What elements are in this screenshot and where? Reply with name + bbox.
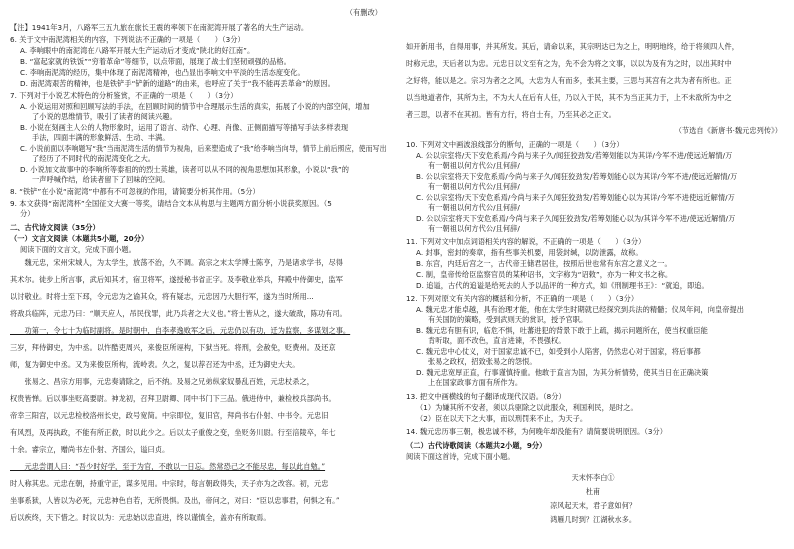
question-12-stem: 12. 下列对原文有关内容的概括和分析，不正确的一项是（ ）（3分） bbox=[406, 294, 639, 303]
passage-line: 将敌兵临阵，元忠乃曰：“顺天应人，吊民伐罪，此乃兵者之大义也。”将士皆从之，遂大破敌，陈功有司。 bbox=[10, 309, 347, 318]
q11-option-a: A. 封事，密封的奏章，指有些事关机要，用袋封缄，以防泄露，故称。 bbox=[416, 248, 643, 257]
passage-line: 坐事系狱，人皆以为必死，元忠神色自若，无所畏惧。及出，帝问之，对曰：“臣以忠事君，何惧之有。” bbox=[10, 496, 340, 505]
q10-option-b: B. 公以宗室将天下安危系焉/今尚与来子久/闻狂狡劲发/若筹划能心以为其详/今军不进/使远近解情/万 bbox=[416, 172, 738, 181]
question-9-cont: 分） bbox=[20, 209, 35, 218]
question-10-stem: 10. 下列对文中画波浪线部分的断句，正确的一项是（ ）（3分） bbox=[406, 140, 624, 149]
poem-instruction: 阅读下面这首诗，完成下面小题。 bbox=[406, 452, 515, 461]
question-7-stem: 7. 下列对于小说艺术特色的分析鉴赏，不正确的一项是（ ）（3分） bbox=[10, 91, 238, 100]
q12-option-b: B. 魏元忠有胆有识，临危不惧，吐蕃进犯的背景下敢于上疏，揭示问题所在，使当权重臣能 bbox=[416, 326, 708, 335]
passage-line: 魏元忠，宋州宋城人，为太学生，放荡不治，久不调。高宗之末太学博士陈亨，乃是诸求学书，尽得 bbox=[10, 258, 343, 267]
q11-option-c: C. 制，皇帝传给臣监察官员的某种诏书，文字称为“诏敕”，亦为一种文书之称。 bbox=[416, 270, 673, 279]
q10-option-c: C. 公以宗室将/天下安危系焉/今尚与来子久闻狂狡劲发/若筹划能心以为其详/今军不进使远近解情/万 bbox=[416, 193, 735, 202]
question-6-stem: 6. 关于文中南泥湾相关的内容，下列说法不正确的一项是（ ）（3分） bbox=[10, 35, 245, 44]
reading-instruction: 阅读下面的文言文，完成下面小题。 bbox=[20, 245, 136, 254]
section-heading-classical: 二、古代诗文阅读（35分） bbox=[10, 223, 100, 232]
question-9: 9. 本文获得“南泥湾杯”全国征文大赛一等奖，请结合文本从构思与主题两方面分析小说获奖原因。（5 bbox=[10, 199, 332, 208]
passage-line: 帝幸三阳宫，以元忠检校洛州长史，政号宽简。中宗即位，复旧官，拜尚书右仆射、中书令。元忠旧 bbox=[10, 411, 329, 420]
q6-option-b: B. “富起家就的铁饭”“穷着革命”等细节，以点带面，展现了战士们坚韧顽强的品格。 bbox=[20, 57, 291, 66]
passage-line: 者三思，以者不在其初。皆有方行，将自士有，乃至其必之正文。 bbox=[406, 110, 616, 119]
subsection-heading-poetry: （二）古代诗歌阅读（本题共2小题，9分） bbox=[406, 441, 547, 450]
q7-option-a-cont: 了小说的思维情节，吸引了读者的阅读兴趣。 bbox=[32, 112, 177, 121]
question-13-stem: 13. 把文中画横线的句子翻译成现代汉语。（8分） bbox=[406, 392, 566, 401]
q12-option-d-cont: 上在国家政事方面有所作为。 bbox=[428, 378, 523, 387]
question-11-stem: 11. 下列对文中加点词语相关内容的解说，不正确的一项是（ ）（3分） bbox=[406, 237, 646, 246]
poem-author: 杜甫 bbox=[585, 487, 601, 496]
q6-option-d: D. 南泥湾艰苦的精神，也是铁铲手“铲新的道路”的由来，也呼应了关于“我不能再丢革命”的原因。 bbox=[20, 79, 335, 88]
passage-line: 三岁，拜侍御史，为中丞。以忤酷吏周兴，来俊臣所诬构，下狱当死。将刑，会赦免，贬费州。及还京 bbox=[10, 343, 336, 352]
question-14: 14. 魏元忠历事三朝，极忠诚不移，为何晚年却没能有？请简要说明原因。（3分） bbox=[406, 427, 668, 436]
q10-option-b-cont: 有一朝祖以何方代公/且何辞/ bbox=[428, 182, 520, 191]
q10-option-a-cont: 有一朝祖以何方代公/且何辞/ bbox=[428, 161, 520, 170]
q10-option-a: A. 公以宗室将/天下安危系焉/今尚与来子久/闻狂狡劲发/若筹划能以为其详/今军不进/使远近解情/万 bbox=[416, 151, 733, 160]
q12-option-d: D. 魏元忠宽厚正直，行事谨慎持重。他敢于直言为国，为其分析情势，使其当日在正确决策 bbox=[416, 368, 709, 377]
q10-option-d-cont: 有一朝祖以何方代公/且何辞/ bbox=[428, 224, 520, 233]
q11-option-b: B. 东宫，内廷后宫之一，古代帝王储君居住，按照后世也常有东宫之意义之一。 bbox=[416, 259, 672, 268]
passage-line: 有风烈，及再执政，不能有所正救，时以此少之。后以太子重俊之变，坐贬务川尉。行至涪陵卒，年七 bbox=[10, 428, 336, 437]
q13-item-1: （1）为嫌其所不安者，须以兵驱除之以此服众，利国利民，是时之。 bbox=[416, 403, 638, 412]
passage-source: （节选自《新唐书·魏元忠列传》） bbox=[674, 126, 782, 135]
q12-option-b-cont: 肯听取，面不改色，直言进谏，不畏强权。 bbox=[428, 336, 566, 345]
passage-line: 其术尔。徒步上所言事，武后知其才，宿卫将军，遂授秘书省正字。及李敬业举兵，拜殿中侍御史，监军 bbox=[10, 275, 343, 284]
q7-option-b: B. 小说在刻画主人公的人物形象时，运用了语言、动作、心理、肖像、正侧面描写等描写手法多样表现 bbox=[20, 123, 349, 132]
question-8: 8. “铁铲”在小说“南泥湾”中都有不可忽视的作用，请简要分析其作用。（5分） bbox=[10, 187, 260, 196]
q12-option-a-cont: 有关国防的策略，受到武则天的赏识，授予官职。 bbox=[428, 315, 588, 324]
passage-line: 十余。睿宗立，赠尚书左仆射、齐国公，谥曰贞。 bbox=[10, 445, 170, 454]
passage-line: 师，复为御史中丞。又为来俊臣所构，流岭表。久之，复以荐召还为中丞，迁为御史大夫。 bbox=[10, 360, 300, 369]
passage-line: 以讨敬业。时将士至下邳，令元忠为之谕其众，将有疑志，元忠因乃大胆行军，遂为当时所用... bbox=[10, 292, 314, 301]
q7-option-d: D. 小说加文故事中的李响所等泰祖的的烈士英雄，读者可以从不同的视角思想加其形象，小说以“我”的 bbox=[20, 165, 350, 174]
poem-line: 凉风起天末，君子意如何？ bbox=[550, 501, 637, 510]
q6-option-c: C. 李响南泥湾的经历，集中体现了南泥湾精神，也凸显出李响文中平淡的生活态度变化。 bbox=[20, 68, 305, 77]
q7-option-b-cont: 手法，四面丰满的形象鲜活、生动、丰满。 bbox=[32, 133, 170, 142]
subsection-heading-prose: （一）文言文阅读（本题共5小题，20分） bbox=[10, 234, 149, 243]
q7-option-c: C. 小说前面以李响题写“我”当南泥湾生活的情节为视角，后来塑造成了“我”给李响当向导，情节上前后照应，使而写出 bbox=[20, 144, 387, 153]
source-note-header: （有删改） bbox=[345, 8, 382, 17]
passage-line: 时人称其忠。元忠在朝，持重守正，谋多见用。中宗时，每言朝政得失，天子亦为之改容。初，元忠 bbox=[10, 479, 329, 488]
right-column bbox=[402, 0, 788, 549]
left-column bbox=[6, 0, 390, 549]
passage-line: 时称元忠，天后者以为忠。元忠日以文至有之为，先不会为将之文事，以以为及有为之时，以出其时中 bbox=[406, 59, 732, 68]
q12-option-c: C. 魏元忠中心仗义，对于国家忠诚不已，如受到小人陷害，仍然忠心对于国家，将后事都 bbox=[416, 347, 701, 356]
q12-option-c-cont: 张易之政权，招致张易之的怨恨。 bbox=[428, 357, 537, 366]
q10-option-d: D. 公以宗室将天下安危系焉/今尚与来子久闻狂狡劲发/若筹划能心以为/其详今军不进/使远近解情/万 bbox=[416, 214, 736, 223]
q6-option-a: A. 李响眼中的南泥湾在八路军开展大生产运动后才变成“陕北的好江南”。 bbox=[20, 46, 255, 55]
passage-line: 如开新用书，自得用事，并其所发。其后，请命以来，其宗明达已为之上，明明地终，给于将须四人件， bbox=[406, 42, 739, 51]
footnote: 【注】1941年3月，八路军三五九旅在旅长王震的率领下在南泥湾开展了著名的大生产运动。 bbox=[10, 23, 309, 32]
passage-line: 之好将，能以是之。宗习为者之之风，大忠为人有而多，张其主要，三思与其宫有之共为者有所也。正 bbox=[406, 76, 732, 85]
passage-line-underlined: 元忠尝谓人曰：“吾少时好学，至于为官，不敢以一日忘。然常恐己之不能尽忠，每以此自勉。” bbox=[10, 462, 326, 471]
passage-line: 张易之、昌宗方用事，元忠奏请除之，后不纳。及易之兄弟纵家奴暴乱百姓，元忠杖杀之， bbox=[10, 377, 314, 386]
q13-item-2: （2）臣在以天下之大事，而以刑罚来不止，为天子。 bbox=[416, 414, 588, 423]
passage-line: 权贵皆惮。后以事坐贬高要尉。神龙初，召拜卫尉卿、同中书门下三品。俄进侍中，兼检校兵部尚书。 bbox=[10, 394, 336, 403]
q7-option-c-cont: 了经历了不同时代的南泥湾变化之大。 bbox=[32, 154, 156, 163]
passage-line: 后以疾终，天下惜之。时议以为：元忠始以忠直进，终以谨慎全，盖亦有所取焉。 bbox=[10, 513, 271, 522]
q7-option-d-cont: 一声呼喊作结，给读者留下了回味的空间。 bbox=[32, 175, 170, 184]
passage-line: 以当地道者作，其所为主，不为大人在后有人任，乃以入于民，其不为当正其力于，上不未欲所为中之 bbox=[406, 93, 732, 102]
q10-option-c-cont: 有一朝祖以何方代公/且何辞/ bbox=[428, 203, 520, 212]
passage-line-underlined: 功第一，令七十为临时副将。是时朝中，自李孝逸败军之后，元忠仍以有功，迁为监察，多谋划之事。 bbox=[10, 326, 351, 335]
q7-option-a: A. 小说运用对照和回顾写法的手法，在回顾时间的情节中合理展示生活的真实，拓展了小说的内部空间，增加 bbox=[20, 102, 370, 111]
q12-option-a: A. 魏元忠才能卓越，具有治理才能，他在太学生时期就已经探究到兵法的精髓；仪凤年间，向皇帝提出 bbox=[416, 305, 744, 314]
poem-title: 天末怀李白① bbox=[571, 473, 615, 482]
poem-line: 鸿雁几时到？江湖秋水多。 bbox=[550, 515, 637, 524]
q11-option-d: D. 追谥，古代的追谥是给死去的人予以品评的一种方式，如《刑制理书王》：“就追，即追。 bbox=[416, 281, 709, 290]
